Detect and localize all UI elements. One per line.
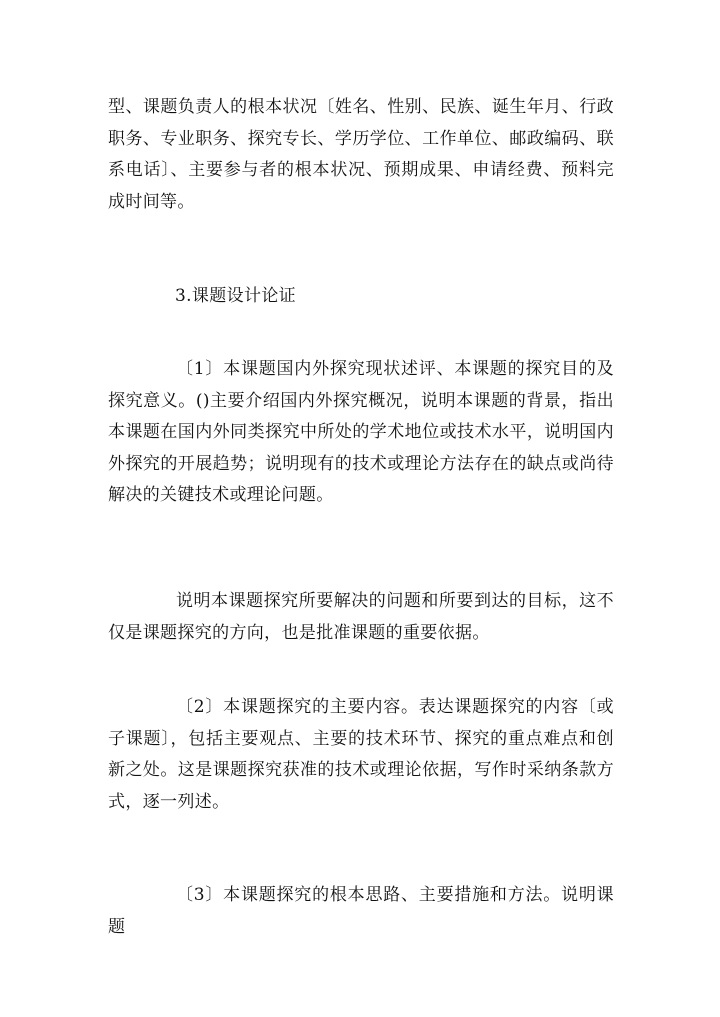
paragraph-project-info: 型、课题负责人的根本状况〔姓名、性别、民族、诞生年月、行政职务、专业职务、探究专长、学历学位、工作单位、邮政编码、联系电话〕、主要参与者的根本状况、预期成果、申请经费、预料完成时间等。 (108, 97, 614, 212)
section-heading: 3.课题设计论证 (175, 286, 297, 306)
paragraph-research-approach: 〔3〕本课题探究的根本思路、主要措施和方法。说明课题 (108, 885, 614, 937)
paragraph-research-status: 〔1〕本课题国内外探究现状述评、本课题的探究目的及探究意义。()主要介绍国内外探究概况，说明本课题的背景，指出本课题在国内外同类探究中所处的学术地位或技术水平，说明国内外探究的开展趋势；说明现有的技术或理论方法存在的缺点或尚待解决的关键技术或理论问题。 (108, 359, 614, 505)
paragraph-research-content: 〔2〕本课题探究的主要内容。表达课题探究的内容〔或子课题〕，包括主要观点、主要的技术环节、探究的重点难点和创新之处。这是课题探究获准的技术或理论依据，写作时采纳条款方式，逐一列述。 (108, 697, 614, 812)
paragraph-research-goal: 说明本课题探究所要解决的问题和所要到达的目标，这不仅是课题探究的方向，也是批准课题的重要依据。 (108, 591, 614, 643)
